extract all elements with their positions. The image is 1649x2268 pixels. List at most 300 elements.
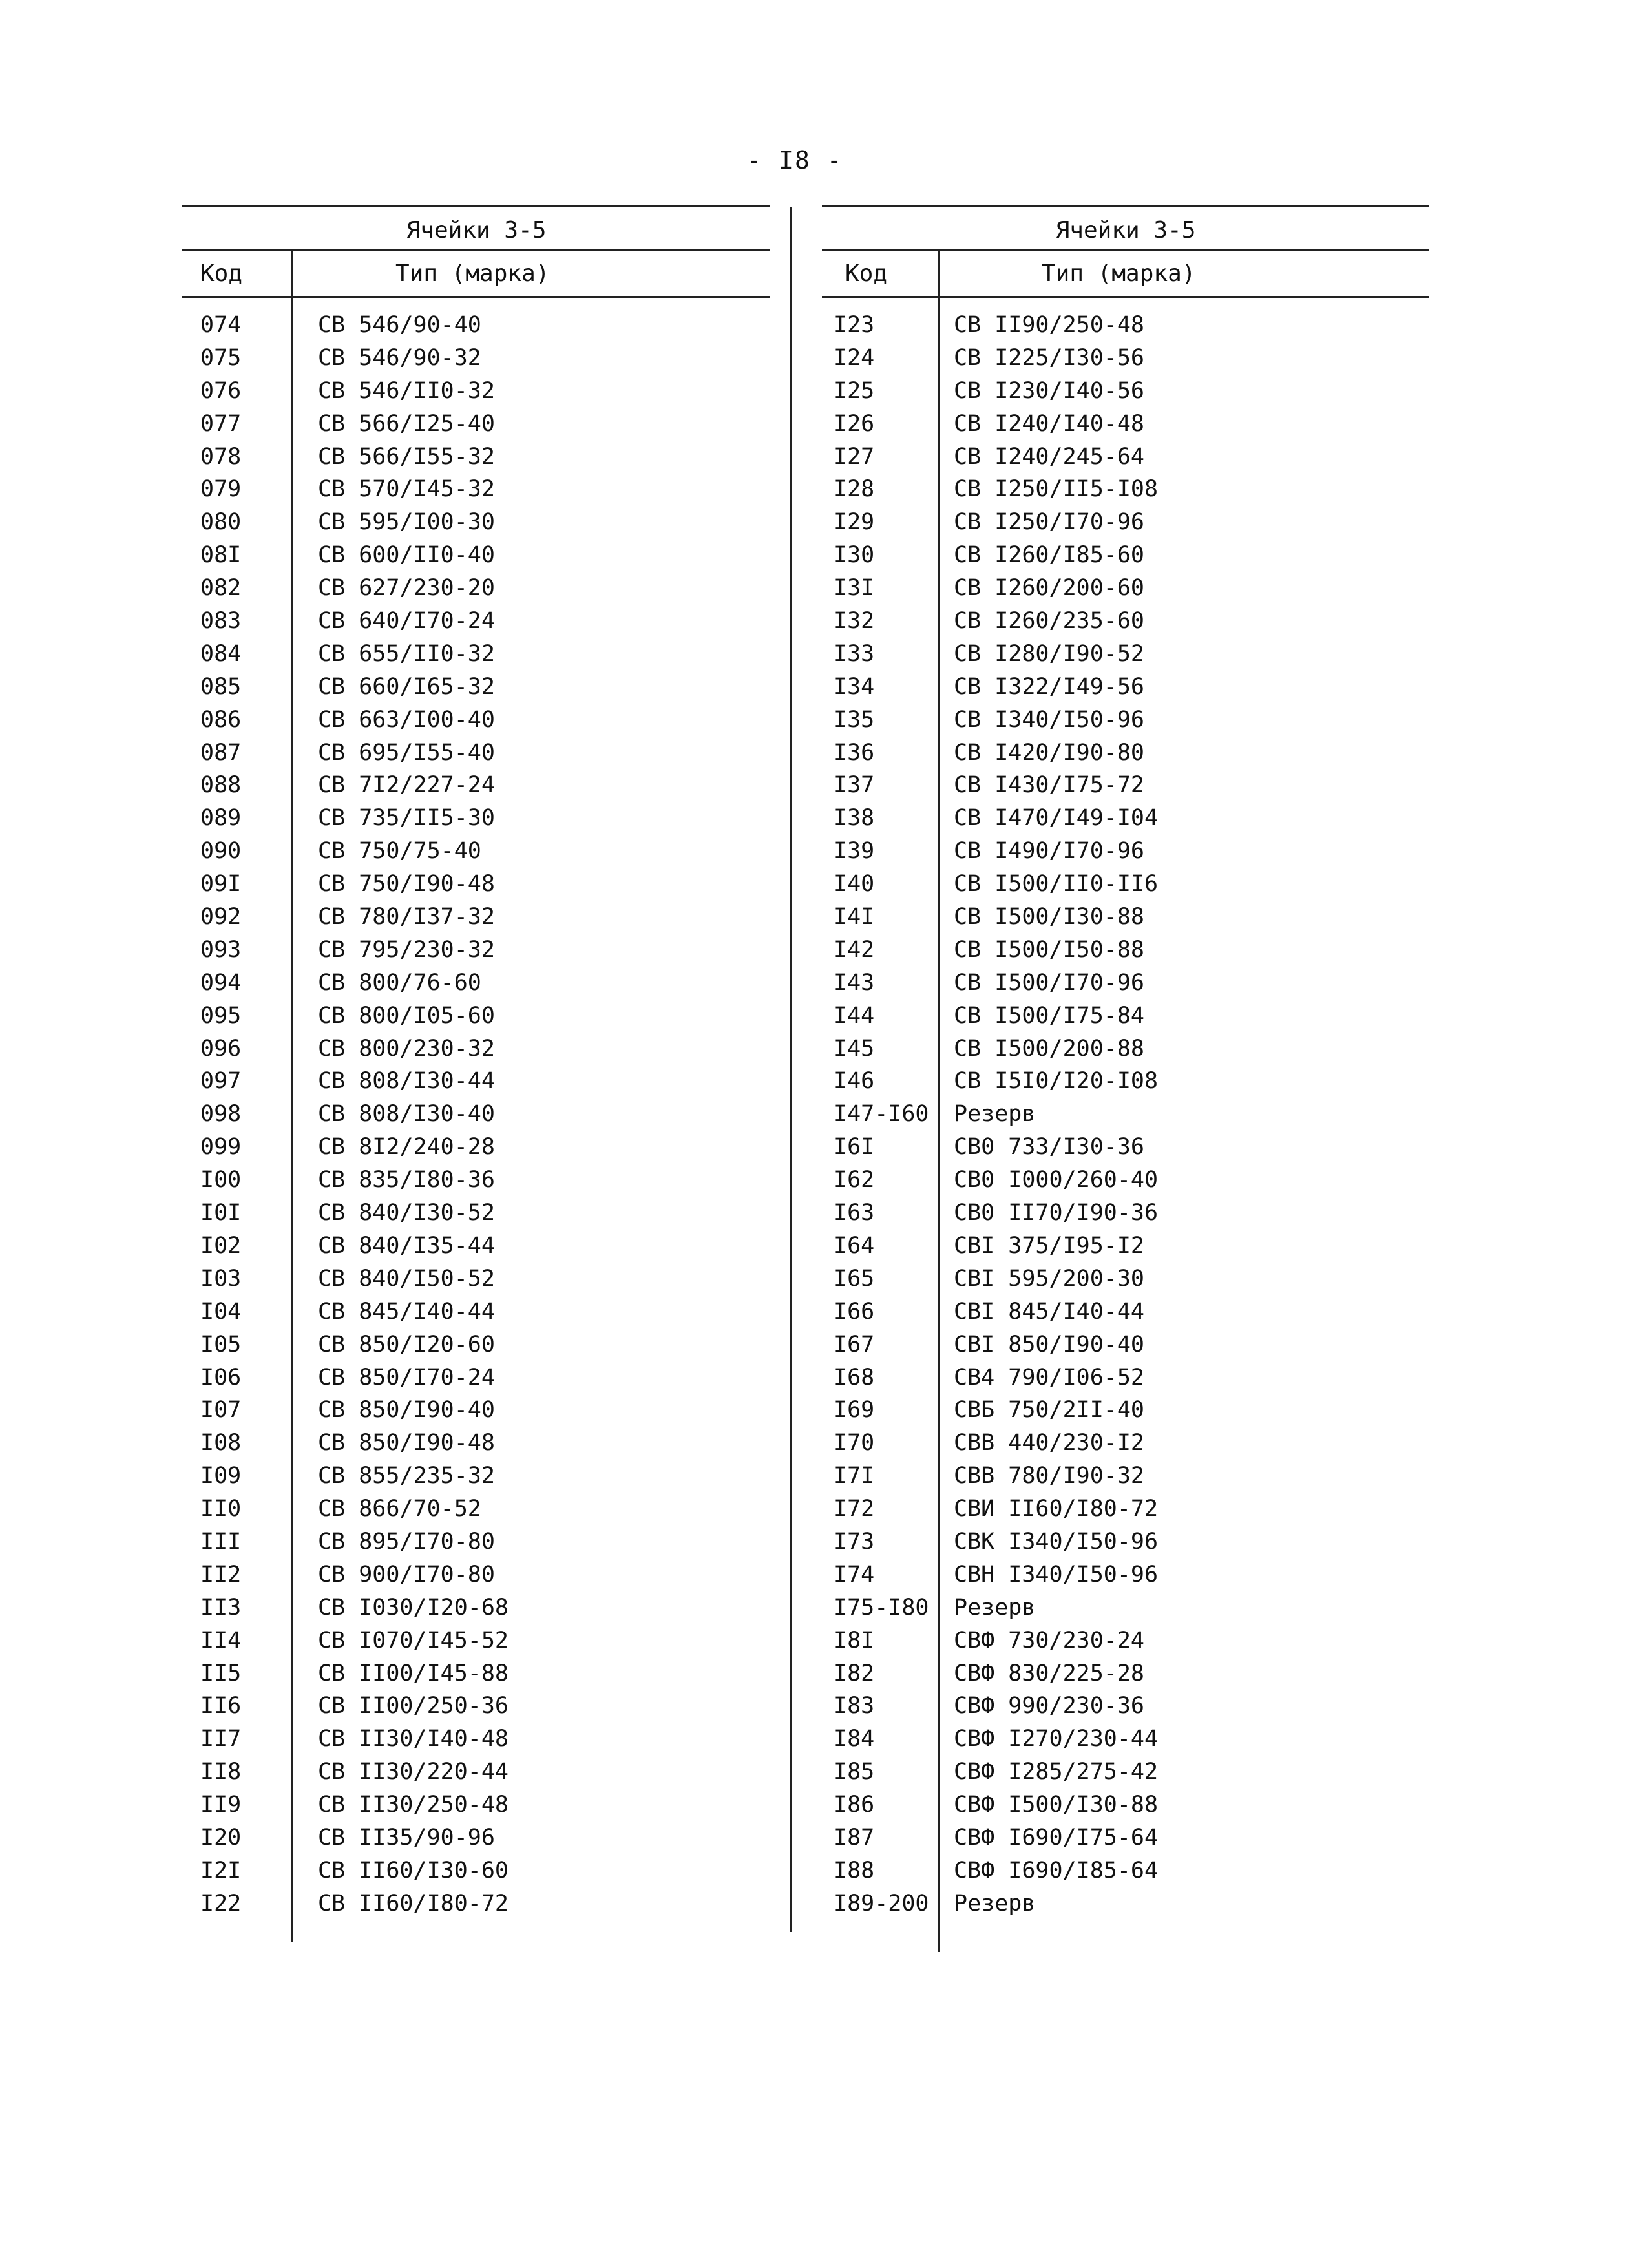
cell-type: СВ 840/I35-44 <box>318 1232 495 1259</box>
table-row <box>182 1427 770 1460</box>
cell-type: СВ II30/250-48 <box>318 1792 509 1818</box>
table-row <box>822 441 1429 474</box>
cell-code: II0 <box>200 1496 242 1522</box>
table-row <box>822 342 1429 375</box>
table-row <box>182 1460 770 1493</box>
table-row <box>182 1526 770 1559</box>
cell-type: СВФ 730/230-24 <box>954 1627 1145 1654</box>
cell-type: СВI 375/I95-I2 <box>954 1232 1145 1259</box>
cell-code: 095 <box>200 1002 242 1029</box>
table-row <box>822 1427 1429 1460</box>
cell-code: I8I <box>834 1627 875 1654</box>
cell-code: 08I <box>200 542 242 569</box>
table-row <box>822 1460 1429 1493</box>
cell-code: I09 <box>200 1463 242 1489</box>
cell-type: СВ 840/I50-52 <box>318 1265 495 1292</box>
group-title: Ячейки 3-5 <box>406 217 547 244</box>
cell-type: СВФ I690/I85-64 <box>954 1857 1159 1884</box>
table-row <box>822 1197 1429 1230</box>
cell-type: СВ 800/76-60 <box>318 969 481 996</box>
left-table <box>182 205 770 1937</box>
cell-code: 092 <box>200 904 242 930</box>
table-row <box>822 934 1429 967</box>
cell-code: 084 <box>200 640 242 667</box>
table-row <box>182 506 770 539</box>
cell-code: II9 <box>200 1792 242 1818</box>
table-row <box>182 1263 770 1296</box>
cell-code: 099 <box>200 1134 242 1160</box>
cell-type: СВ 895/I70-80 <box>318 1528 495 1555</box>
table-row <box>182 1098 770 1131</box>
cell-code: I82 <box>834 1660 875 1686</box>
cell-type: СВН I340/I50-96 <box>954 1561 1159 1588</box>
header-rule <box>822 296 1429 298</box>
table-row <box>182 1361 770 1394</box>
cell-code: I7I <box>834 1463 875 1489</box>
table-row <box>822 671 1429 704</box>
table-row <box>822 1131 1429 1164</box>
cell-type: СВ 546/90-32 <box>318 344 481 371</box>
cell-type: СВ I430/I75-72 <box>954 772 1145 799</box>
table-body <box>822 309 1429 1920</box>
table-row <box>822 1000 1429 1033</box>
cell-type: СВФ I690/I75-64 <box>954 1824 1159 1851</box>
column-header-type: Тип (марка) <box>395 260 550 287</box>
cell-code: II4 <box>200 1627 242 1654</box>
table-row <box>182 605 770 638</box>
cell-code: I08 <box>200 1430 242 1456</box>
cell-code: I72 <box>834 1496 875 1522</box>
cell-type: СВ0 II70/I90-36 <box>954 1200 1159 1226</box>
cell-type: СВ I500/I70-96 <box>954 969 1145 996</box>
table-row <box>182 1756 770 1789</box>
cell-code: 082 <box>200 575 242 602</box>
cell-code: I88 <box>834 1857 875 1884</box>
column-divider <box>790 207 792 1932</box>
cell-type: СВ I260/200-60 <box>954 575 1145 602</box>
table-row <box>822 1591 1429 1624</box>
cell-type: СВИ II60/I80-72 <box>954 1496 1159 1522</box>
cell-type: СВ 795/230-32 <box>318 936 495 963</box>
cell-type: СВ I322/I49-56 <box>954 673 1145 700</box>
cell-code: I33 <box>834 640 875 667</box>
table-row <box>822 769 1429 802</box>
cell-type: СВ I500/I50-88 <box>954 936 1145 963</box>
cell-type: СВ 808/I30-44 <box>318 1068 495 1095</box>
table-row <box>822 868 1429 901</box>
table-row <box>822 1822 1429 1854</box>
cell-type: СВ I340/I50-96 <box>954 706 1145 733</box>
cell-code: I73 <box>834 1528 875 1555</box>
table-row <box>182 1296 770 1328</box>
cell-code: I02 <box>200 1232 242 1259</box>
table-row <box>182 309 770 342</box>
cell-code: 093 <box>200 936 242 963</box>
table-row <box>822 1887 1429 1920</box>
cell-code: I87 <box>834 1824 875 1851</box>
cell-type: СВ 660/I65-32 <box>318 673 495 700</box>
table-row <box>822 901 1429 934</box>
cell-type: СВВ 440/230-I2 <box>954 1430 1145 1456</box>
table-row <box>182 1723 770 1756</box>
cell-code: 078 <box>200 443 242 470</box>
cell-code: 098 <box>200 1101 242 1128</box>
cell-code: I29 <box>834 509 875 536</box>
table-row <box>182 473 770 506</box>
cell-type: СВ 595/I00-30 <box>318 509 495 536</box>
cell-type: СВ II00/250-36 <box>318 1693 509 1719</box>
cell-type: СВI 595/200-30 <box>954 1265 1145 1292</box>
table-row <box>822 1328 1429 1361</box>
table-row <box>182 1394 770 1427</box>
table-row <box>822 1526 1429 1559</box>
cell-type: СВ I250/II5-I08 <box>954 476 1159 503</box>
cell-type: СВI 850/I90-40 <box>954 1331 1145 1358</box>
cell-type: СВ I260/I85-60 <box>954 542 1145 569</box>
table-row <box>822 704 1429 737</box>
cell-type: СВ 750/I90-48 <box>318 871 495 898</box>
cell-code: I89-200 <box>834 1890 929 1916</box>
cell-type: СВ I490/I70-96 <box>954 838 1145 865</box>
cell-type: СВФ I285/275-42 <box>954 1759 1159 1785</box>
table-row <box>182 1690 770 1723</box>
table-row <box>182 1493 770 1526</box>
cell-type: СВ 7I2/227-24 <box>318 772 495 799</box>
cell-code: I34 <box>834 673 875 700</box>
cell-type: СВ 855/235-32 <box>318 1463 495 1489</box>
table-row <box>182 408 770 441</box>
cell-type: СВ0 733/I30-36 <box>954 1134 1145 1160</box>
cell-code: I47-I60 <box>834 1101 929 1128</box>
cell-code: I32 <box>834 608 875 635</box>
cell-code: I36 <box>834 739 875 766</box>
cell-code: 094 <box>200 969 242 996</box>
table-row <box>822 1493 1429 1526</box>
cell-code: I24 <box>834 344 875 371</box>
cell-code: I20 <box>200 1824 242 1851</box>
cell-type: СВ I240/I40-48 <box>954 410 1145 437</box>
cell-type: СВ 845/I40-44 <box>318 1298 495 1325</box>
cell-type: СВ 900/I70-80 <box>318 1561 495 1588</box>
group-title: Ячейки 3-5 <box>1055 217 1196 244</box>
cell-type: СВ I225/I30-56 <box>954 344 1145 371</box>
table-row <box>822 375 1429 408</box>
table-row <box>182 671 770 704</box>
cell-type: СВ 850/I20-60 <box>318 1331 495 1358</box>
cell-code: I38 <box>834 805 875 832</box>
cell-type: СВ 800/230-32 <box>318 1035 495 1062</box>
cell-code: 086 <box>200 706 242 733</box>
cell-type: СВ0 I000/260-40 <box>954 1167 1159 1193</box>
cell-type: СВ I500/I30-88 <box>954 904 1145 930</box>
cell-code: II8 <box>200 1759 242 1785</box>
table-row <box>822 1624 1429 1657</box>
page-number: - I8 - <box>746 146 843 174</box>
cell-code: 090 <box>200 838 242 865</box>
cell-type: СВ I230/I40-56 <box>954 377 1145 404</box>
cell-type: СВК I340/I50-96 <box>954 1528 1159 1555</box>
cell-code: I07 <box>200 1397 242 1423</box>
cell-type: СВ 850/I70-24 <box>318 1364 495 1391</box>
cell-code: I27 <box>834 443 875 470</box>
cell-type: СВВ 780/I90-32 <box>954 1463 1145 1489</box>
table-row <box>182 1000 770 1033</box>
table-row <box>182 1197 770 1230</box>
cell-code: I75-I80 <box>834 1594 929 1621</box>
table-row <box>822 1559 1429 1591</box>
table-row <box>182 802 770 835</box>
cell-code: I6I <box>834 1134 875 1160</box>
cell-type: СВ4 790/I06-52 <box>954 1364 1145 1391</box>
cell-code: 097 <box>200 1068 242 1095</box>
cell-code: 079 <box>200 476 242 503</box>
cell-code: 074 <box>200 312 242 338</box>
cell-code: I86 <box>834 1792 875 1818</box>
table-row <box>182 638 770 671</box>
cell-code: I42 <box>834 936 875 963</box>
table-row <box>822 572 1429 605</box>
table-body <box>182 309 770 1920</box>
cell-code: 085 <box>200 673 242 700</box>
table-row <box>822 1361 1429 1394</box>
cell-type: Резерв <box>954 1594 1036 1621</box>
table-row <box>182 1328 770 1361</box>
cell-code: I23 <box>834 312 875 338</box>
cell-code: I03 <box>200 1265 242 1292</box>
cell-code: I2I <box>200 1857 242 1884</box>
column-header-code: Код <box>845 260 888 287</box>
cell-type: СВ I030/I20-68 <box>318 1594 509 1621</box>
table-row <box>182 1559 770 1591</box>
table-row <box>822 1296 1429 1328</box>
table-row <box>822 1164 1429 1197</box>
cell-code: I66 <box>834 1298 875 1325</box>
table-row <box>822 1690 1429 1723</box>
cell-type: СВ II60/I30-60 <box>318 1857 509 1884</box>
cell-type: СВ I250/I70-96 <box>954 509 1145 536</box>
table-row <box>822 1756 1429 1789</box>
cell-code: I35 <box>834 706 875 733</box>
cell-type: СВ 866/70-52 <box>318 1496 481 1522</box>
cell-type: Резерв <box>954 1890 1036 1916</box>
table-row <box>182 1624 770 1657</box>
cell-type: СВФ I270/230-44 <box>954 1726 1159 1752</box>
cell-code: I30 <box>834 542 875 569</box>
table-row <box>182 342 770 375</box>
cell-type: СВ 663/I00-40 <box>318 706 495 733</box>
cell-code: I64 <box>834 1232 875 1259</box>
cell-code: I44 <box>834 1002 875 1029</box>
table-row <box>182 572 770 605</box>
cell-type: СВ 780/I37-32 <box>318 904 495 930</box>
table-row <box>182 934 770 967</box>
cell-code: II3 <box>200 1594 242 1621</box>
table-row <box>182 967 770 1000</box>
table-row <box>822 1065 1429 1098</box>
table-row <box>822 967 1429 1000</box>
cell-code: I63 <box>834 1200 875 1226</box>
cell-type: СВ 8I2/240-28 <box>318 1134 495 1160</box>
table-row <box>182 1230 770 1263</box>
cell-type: СВФ 990/230-36 <box>954 1693 1145 1719</box>
table-row <box>822 473 1429 506</box>
cell-type: СВ 840/I30-52 <box>318 1200 495 1226</box>
cell-type: СВ 546/II0-32 <box>318 377 495 404</box>
table-row <box>822 1230 1429 1263</box>
cell-code: I0I <box>200 1200 242 1226</box>
cell-type: СВ II90/250-48 <box>954 312 1145 338</box>
cell-code: II5 <box>200 1660 242 1686</box>
cell-code: I69 <box>834 1397 875 1423</box>
table-row <box>822 1657 1429 1690</box>
cell-type: СВ 835/I80-36 <box>318 1167 495 1193</box>
cell-type: СВ II00/I45-88 <box>318 1660 509 1686</box>
table-row <box>182 1065 770 1098</box>
table-row <box>182 704 770 737</box>
table-row <box>182 769 770 802</box>
cell-type: СВ I070/I45-52 <box>318 1627 509 1654</box>
table-row <box>182 868 770 901</box>
table-row <box>182 1854 770 1887</box>
cell-code: I4I <box>834 904 875 930</box>
cell-code: II2 <box>200 1561 242 1588</box>
cell-code: 083 <box>200 608 242 635</box>
cell-type: СВ 640/I70-24 <box>318 608 495 635</box>
cell-code: I04 <box>200 1298 242 1325</box>
cell-code: I68 <box>834 1364 875 1391</box>
table-row <box>822 408 1429 441</box>
table-top-rule <box>822 205 1429 207</box>
cell-code: I40 <box>834 871 875 898</box>
group-rule <box>822 249 1429 251</box>
cell-type: СВ I240/245-64 <box>954 443 1145 470</box>
cell-type: СВI 845/I40-44 <box>954 1298 1145 1325</box>
cell-code: I00 <box>200 1167 242 1193</box>
cell-code: I25 <box>834 377 875 404</box>
table-row <box>822 506 1429 539</box>
cell-code: I26 <box>834 410 875 437</box>
table-row <box>182 835 770 868</box>
cell-type: СВ 850/I90-48 <box>318 1430 495 1456</box>
cell-code: I85 <box>834 1759 875 1785</box>
cell-code: I65 <box>834 1265 875 1292</box>
cell-type: СВ 808/I30-40 <box>318 1101 495 1128</box>
cell-code: 088 <box>200 772 242 799</box>
cell-code: I67 <box>834 1331 875 1358</box>
cell-type: СВФ 830/225-28 <box>954 1660 1145 1686</box>
table-row <box>182 441 770 474</box>
cell-type: СВ 750/75-40 <box>318 838 481 865</box>
cell-code: I3I <box>834 575 875 602</box>
cell-code: 080 <box>200 509 242 536</box>
cell-code: I45 <box>834 1035 875 1062</box>
table-row <box>182 1887 770 1920</box>
cell-code: I28 <box>834 476 875 503</box>
cell-type: СВ I470/I49-I04 <box>954 805 1159 832</box>
table-row <box>182 1591 770 1624</box>
cell-code: 076 <box>200 377 242 404</box>
column-header-code: Код <box>200 260 243 287</box>
cell-code: I62 <box>834 1167 875 1193</box>
header-rule <box>182 296 770 298</box>
cell-type: СВ 800/I05-60 <box>318 1002 495 1029</box>
cell-code: 089 <box>200 805 242 832</box>
table-row <box>822 309 1429 342</box>
cell-code: 077 <box>200 410 242 437</box>
cell-code: I83 <box>834 1693 875 1719</box>
table-row <box>822 1394 1429 1427</box>
table-row <box>182 1822 770 1854</box>
cell-code: II6 <box>200 1693 242 1719</box>
cell-type: СВ II30/I40-48 <box>318 1726 509 1752</box>
table-row <box>182 375 770 408</box>
cell-type: СВ II35/90-96 <box>318 1824 495 1851</box>
cell-code: I37 <box>834 772 875 799</box>
cell-type: СВ 695/I55-40 <box>318 739 495 766</box>
cell-code: I43 <box>834 969 875 996</box>
table-row <box>182 1789 770 1822</box>
cell-type: СВ 655/II0-32 <box>318 640 495 667</box>
group-rule <box>182 249 770 251</box>
table-top-rule <box>182 205 770 207</box>
cell-code: I22 <box>200 1890 242 1916</box>
cell-code: I06 <box>200 1364 242 1391</box>
cell-type: СВ II60/I80-72 <box>318 1890 509 1916</box>
table-row <box>822 737 1429 770</box>
table-row <box>182 1164 770 1197</box>
table-row <box>822 1854 1429 1887</box>
cell-type: СВ I500/I75-84 <box>954 1002 1145 1029</box>
cell-code: II7 <box>200 1726 242 1752</box>
cell-type: СВ 570/I45-32 <box>318 476 495 503</box>
cell-type: СВФ I500/I30-88 <box>954 1792 1159 1818</box>
table-row <box>822 1033 1429 1066</box>
column-header-type: Тип (марка) <box>1042 260 1196 287</box>
table-row <box>822 835 1429 868</box>
table-row <box>182 901 770 934</box>
cell-type: СВ 600/II0-40 <box>318 542 495 569</box>
cell-code: I39 <box>834 838 875 865</box>
table-row <box>822 1263 1429 1296</box>
table-row <box>182 1131 770 1164</box>
table-row <box>822 1789 1429 1822</box>
cell-type: СВ I280/I90-52 <box>954 640 1145 667</box>
cell-code: 075 <box>200 344 242 371</box>
cell-type: СВ II30/220-44 <box>318 1759 509 1785</box>
table-row <box>822 539 1429 572</box>
table-row <box>822 1098 1429 1131</box>
cell-code: I84 <box>834 1726 875 1752</box>
cell-type: Резерв <box>954 1101 1036 1128</box>
cell-type: СВ I420/I90-80 <box>954 739 1145 766</box>
cell-code: 096 <box>200 1035 242 1062</box>
cell-code: 087 <box>200 739 242 766</box>
table-row <box>182 737 770 770</box>
cell-type: СВ 627/230-20 <box>318 575 495 602</box>
cell-code: I70 <box>834 1430 875 1456</box>
cell-code: I74 <box>834 1561 875 1588</box>
table-row <box>182 1033 770 1066</box>
table-row <box>822 605 1429 638</box>
cell-code: I05 <box>200 1331 242 1358</box>
cell-type: СВ 566/I55-32 <box>318 443 495 470</box>
right-table <box>822 205 1429 1937</box>
table-row <box>822 638 1429 671</box>
cell-code: III <box>200 1528 242 1555</box>
cell-type: СВ I500/II0-II6 <box>954 871 1159 898</box>
cell-type: СВ 850/I90-40 <box>318 1397 495 1423</box>
cell-type: СВ 546/90-40 <box>318 312 481 338</box>
